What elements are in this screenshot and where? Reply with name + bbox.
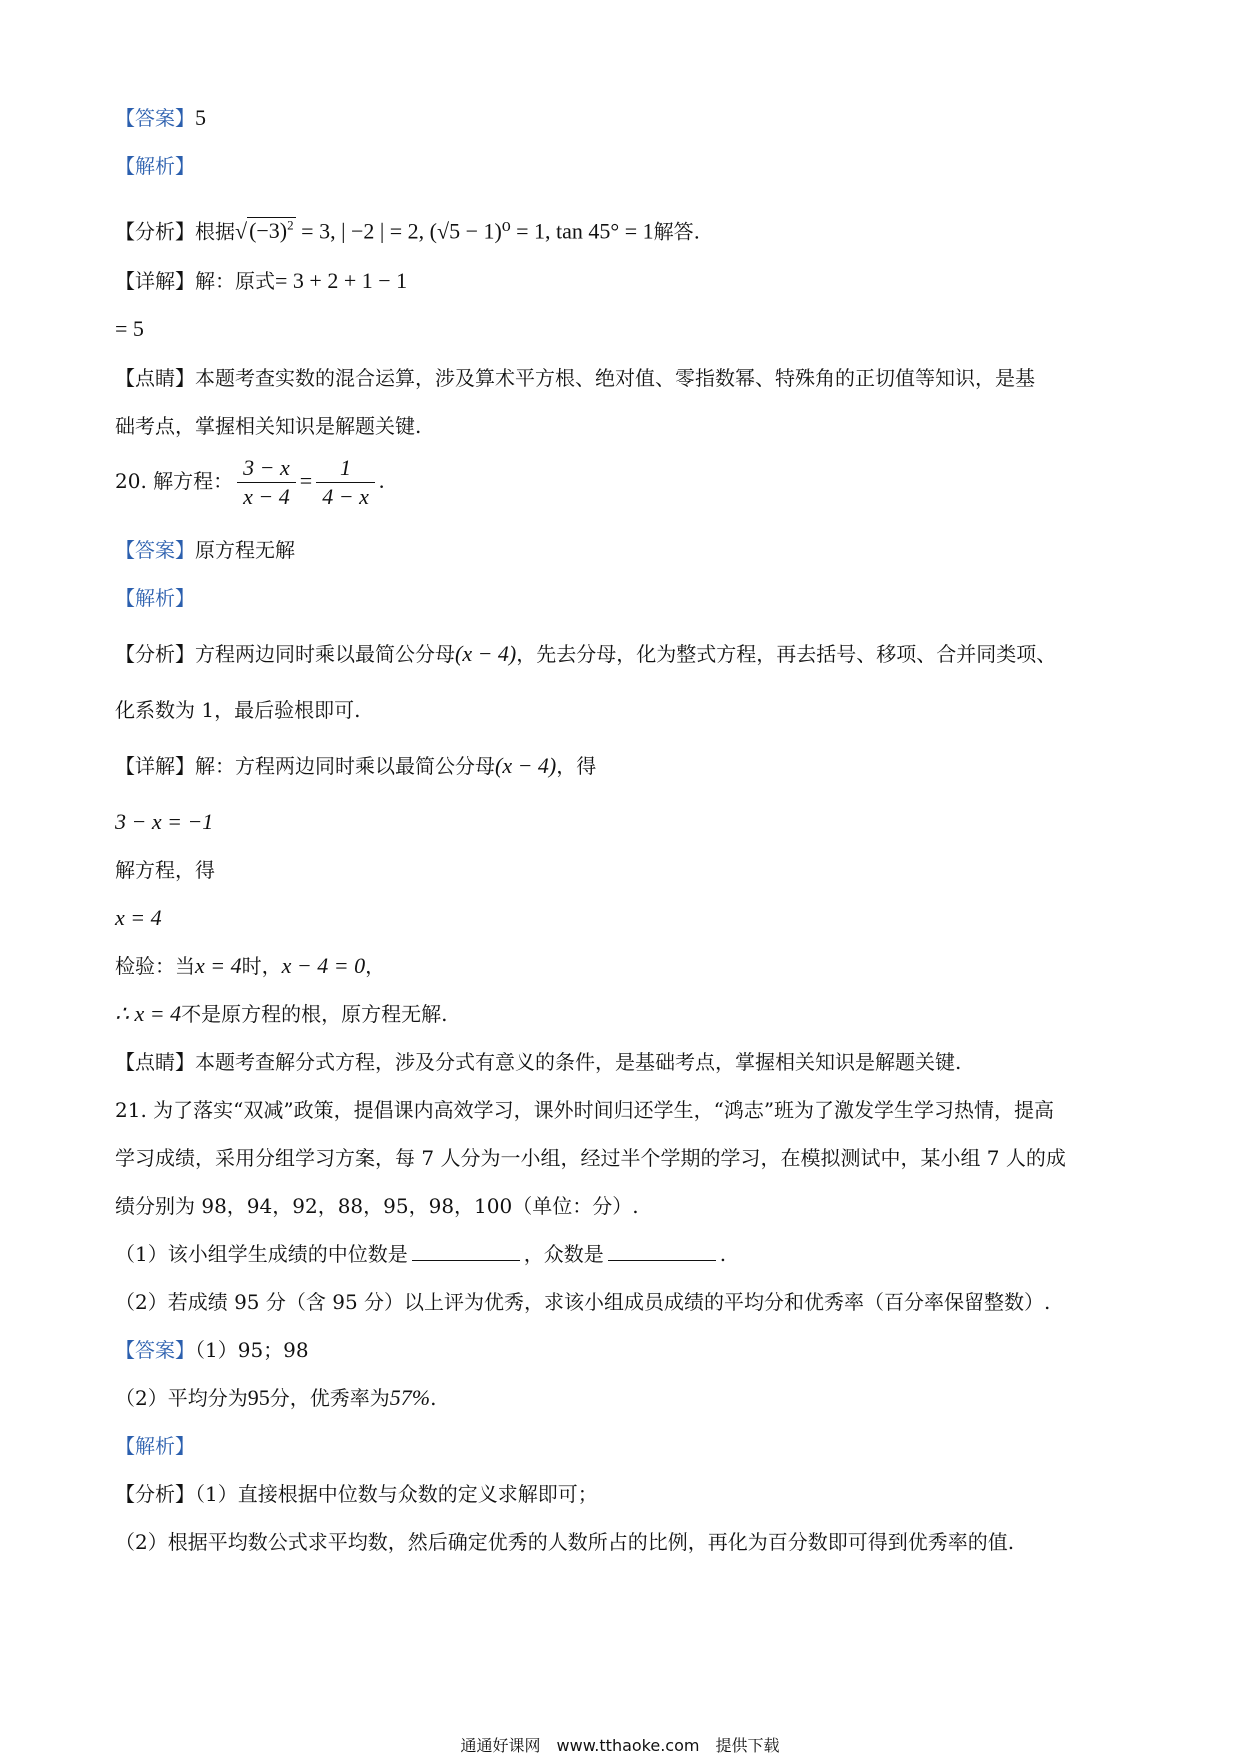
q19-result: = 5: [115, 316, 144, 341]
q19-xiangjie-line: [115, 267, 407, 295]
fenxi-tag: 【分析】: [115, 642, 195, 666]
q20-fenxi-line2: 化系数为 1，最后验根即可.: [115, 698, 361, 722]
fraction-denominator: 4 − x: [322, 484, 369, 509]
q21-fenxi-line1: [115, 1480, 598, 1508]
q21-part2: （2）若成绩 95 分（含 95 分）以上评为优秀，求该小组成员成绩的平均分和优秀率（百分率保留整数）.: [115, 1290, 1051, 1314]
xiangjie-text: 解：方程两边同时乘以最简公分母: [195, 754, 495, 778]
answer-text: （2）平均分为: [115, 1386, 248, 1410]
q20-fenxi-line1: [115, 640, 1056, 668]
q21-stem-line3: 绩分别为 98，94，92，88，95，98，100（单位：分）.: [115, 1194, 639, 1218]
q21-analysis-heading: [115, 1432, 195, 1460]
xiangjie-tag: 【详解】: [115, 754, 195, 778]
q19-analysis-heading: [115, 152, 195, 180]
answer-blank: [412, 1240, 520, 1261]
fraction-numerator: 1: [316, 456, 375, 483]
q21-answer-line2: [115, 1384, 436, 1412]
check-text: ，: [365, 954, 386, 978]
q20-dianjing-line: [115, 1048, 961, 1076]
q21-part1: [115, 1240, 726, 1268]
answer-text: .: [430, 1386, 437, 1410]
xiangjie-math: (x − 4): [495, 753, 557, 778]
check-math: x = 4: [195, 953, 242, 978]
xiangjie-text: 解：原式: [195, 269, 275, 293]
fraction-numerator: 3 − x: [237, 456, 296, 483]
check-text: 时，: [241, 954, 282, 978]
fenxi-math: 3, | −2 | = 2, (√5 − 1)⁰ = 1, tan 45° = 1: [319, 218, 654, 244]
conclusion-text: 不是原方程的根，原方程无解.: [181, 1002, 448, 1026]
answer-tag: 【答案】: [115, 1338, 195, 1362]
q20-answer-line: [115, 536, 295, 564]
analysis-tag: 【解析】: [115, 586, 195, 610]
q20-step-equation: 3 − x = −1: [115, 809, 214, 834]
fenxi-math: (x − 4): [455, 641, 517, 666]
dianjing-tag: 【点睛】: [115, 366, 195, 390]
q20-stem-text: 20. 解方程：: [115, 469, 234, 493]
answer-value: 5: [195, 105, 206, 130]
part1-text: ，众数是: [523, 1242, 604, 1266]
dianjing-text: 本题考查实数的混合运算，涉及算术平方根、绝对值、零指数幂、特殊角的正切值等知识，是基: [195, 366, 1035, 390]
answer-tag: 【答案】: [115, 538, 195, 562]
q21-answer-line1: [115, 1336, 309, 1364]
fenxi-text: 根据: [195, 219, 235, 244]
answer-tag: 【答案】: [115, 106, 195, 130]
answer-value: （1）95；98: [195, 1338, 309, 1362]
fenxi-tag: 【分析】: [115, 1482, 195, 1506]
part1-text: .: [719, 1242, 727, 1266]
answer-math: 95: [247, 1385, 270, 1410]
equals-sign: =: [299, 468, 313, 493]
q21-fenxi-line2: （2）根据平均数公式求平均数，然后确定优秀的人数所占的比例，再化为百分数即可得到优秀率的值.: [115, 1530, 1015, 1554]
xiangjie-math: = 3 + 2 + 1 − 1: [275, 268, 408, 293]
q20-xiangjie-line: [115, 752, 596, 780]
fenxi-text-cont: ，先去分母，化为整式方程，再去括号、移项、合并同类项、: [516, 642, 1057, 666]
analysis-tag: 【解析】: [115, 1434, 195, 1458]
answer-blank: [608, 1240, 716, 1261]
fenxi-text: 方程两边同时乘以最简公分母: [195, 642, 455, 666]
q20-analysis-heading: [115, 584, 195, 612]
dianjing-tag: 【点睛】: [115, 1050, 195, 1074]
answer-value: 原方程无解: [195, 538, 295, 562]
q20-step-solve: 解方程，得: [115, 858, 215, 882]
check-math: x − 4 = 0: [281, 953, 366, 978]
q20-fraction-left: [237, 456, 296, 509]
q20-fraction-right: [316, 456, 375, 509]
fenxi-text-end: 解答.: [653, 219, 700, 244]
q20-conclusion-line: [115, 1000, 447, 1028]
q19-dianjing-line2: 础考点，掌握相关知识是解题关键.: [115, 414, 422, 438]
q20-check-line: [115, 952, 385, 980]
q20-stem: [115, 456, 384, 509]
answer-text: 分，优秀率为: [269, 1386, 390, 1410]
stem-end: .: [378, 468, 385, 493]
q20-step-result: x = 4: [115, 905, 162, 930]
analysis-tag: 【解析】: [115, 154, 195, 178]
fraction-denominator: x − 4: [243, 484, 290, 509]
q19-answer-line: [115, 104, 206, 132]
answer-math: 57%: [389, 1385, 431, 1410]
xiangjie-tag: 【详解】: [115, 269, 195, 293]
q19-dianjing-line1: [115, 364, 1035, 392]
dianjing-text: 本题考查解分式方程，涉及分式有意义的条件，是基础考点，掌握相关知识是解题关键.: [195, 1050, 962, 1074]
part1-text: （1）该小组学生成绩的中位数是: [115, 1242, 408, 1266]
check-text: 检验：当: [115, 954, 195, 978]
xiangjie-text-end: ，得: [556, 754, 597, 778]
conclusion-math: ∴ x = 4: [115, 1001, 182, 1026]
q19-fenxi-line: [115, 212, 700, 245]
q21-stem-line1: 21. 为了落实“双减”政策，提倡课内高效学习，课外时间归还学生，“鸿志”班为了激发学生学习热情，提高: [115, 1098, 1055, 1122]
fenxi-text: （1）直接根据中位数与众数的定义求解即可；: [195, 1482, 598, 1506]
fenxi-tag: 【分析】: [115, 219, 195, 244]
page-footer: 通通好课网 www.tthaoke.com 提供下载: [460, 1736, 780, 1755]
sqrt-expression: $√(-3)^2$ =: [235, 218, 320, 244]
q21-stem-line2: 学习成绩，采用分组学习方案，每 7 人分为一小组，经过半个学期的学习，在模拟测试中，某小组 7 人的成: [115, 1146, 1066, 1170]
